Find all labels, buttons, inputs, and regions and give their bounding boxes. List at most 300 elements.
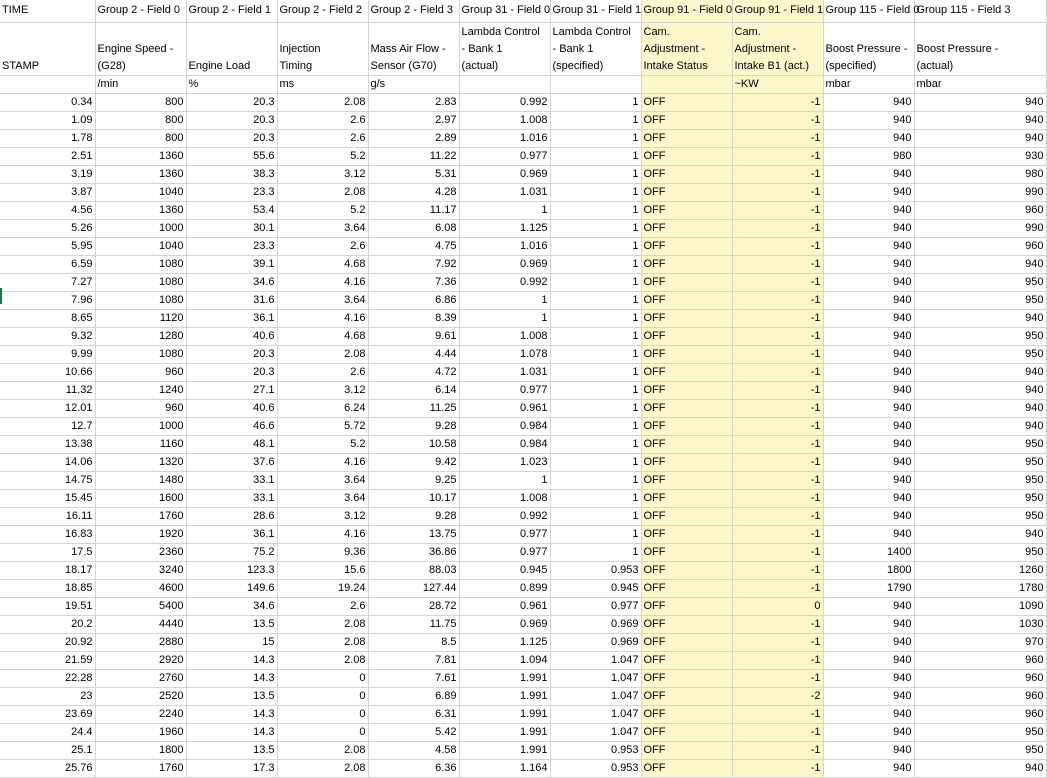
data-cell[interactable]: 940 bbox=[823, 471, 914, 489]
timestamp-cell[interactable]: 20.92 bbox=[0, 633, 95, 651]
data-cell[interactable]: 36.86 bbox=[368, 543, 459, 561]
data-cell[interactable]: 2.08 bbox=[277, 759, 368, 777]
data-cell[interactable]: 20.3 bbox=[186, 129, 277, 147]
data-cell[interactable]: 1240 bbox=[95, 381, 186, 399]
data-cell[interactable]: 4.16 bbox=[277, 525, 368, 543]
data-cell[interactable]: 5.31 bbox=[368, 165, 459, 183]
timestamp-cell[interactable]: 7.27 bbox=[0, 273, 95, 291]
data-cell[interactable]: 36.1 bbox=[186, 309, 277, 327]
data-cell[interactable]: -1 bbox=[732, 183, 823, 201]
data-cell[interactable]: 940 bbox=[823, 651, 914, 669]
data-cell[interactable]: OFF bbox=[641, 399, 732, 417]
data-cell[interactable]: 23.3 bbox=[186, 183, 277, 201]
data-cell[interactable]: 19.24 bbox=[277, 579, 368, 597]
data-cell[interactable]: 2.97 bbox=[368, 111, 459, 129]
data-cell[interactable]: -1 bbox=[732, 399, 823, 417]
data-cell[interactable]: 1 bbox=[550, 237, 641, 255]
data-cell[interactable]: OFF bbox=[641, 327, 732, 345]
data-cell[interactable]: 940 bbox=[823, 507, 914, 525]
data-cell[interactable]: 2.08 bbox=[277, 183, 368, 201]
data-cell[interactable]: 940 bbox=[914, 381, 1046, 399]
data-cell[interactable]: OFF bbox=[641, 237, 732, 255]
data-cell[interactable]: 0.961 bbox=[459, 597, 550, 615]
data-cell[interactable]: OFF bbox=[641, 291, 732, 309]
data-cell[interactable]: 1 bbox=[550, 345, 641, 363]
timestamp-cell[interactable]: 14.06 bbox=[0, 453, 95, 471]
data-cell[interactable]: -1 bbox=[732, 471, 823, 489]
timestamp-cell[interactable]: 1.78 bbox=[0, 129, 95, 147]
data-cell[interactable]: 940 bbox=[823, 453, 914, 471]
data-cell[interactable]: -1 bbox=[732, 93, 823, 111]
data-cell[interactable]: 1080 bbox=[95, 291, 186, 309]
data-cell[interactable]: OFF bbox=[641, 165, 732, 183]
data-cell[interactable]: 950 bbox=[914, 435, 1046, 453]
data-cell[interactable]: 75.2 bbox=[186, 543, 277, 561]
data-cell[interactable]: 2.08 bbox=[277, 741, 368, 759]
data-cell[interactable]: -1 bbox=[732, 165, 823, 183]
column-title-cell[interactable]: Group 2 - Field 1 bbox=[186, 0, 277, 22]
data-cell[interactable]: 960 bbox=[914, 705, 1046, 723]
data-cell[interactable]: 127.44 bbox=[368, 579, 459, 597]
data-cell[interactable]: 20.3 bbox=[186, 111, 277, 129]
data-cell[interactable]: 960 bbox=[95, 399, 186, 417]
column-title-cell[interactable]: Group 2 - Field 3 bbox=[368, 0, 459, 22]
data-cell[interactable]: OFF bbox=[641, 345, 732, 363]
data-cell[interactable]: 23.3 bbox=[186, 237, 277, 255]
data-cell[interactable]: 2880 bbox=[95, 633, 186, 651]
data-cell[interactable]: 0.977 bbox=[550, 597, 641, 615]
data-cell[interactable]: 11.25 bbox=[368, 399, 459, 417]
data-cell[interactable]: 5.2 bbox=[277, 435, 368, 453]
timestamp-cell[interactable]: 23 bbox=[0, 687, 95, 705]
data-cell[interactable]: 13.75 bbox=[368, 525, 459, 543]
data-cell[interactable]: 0.977 bbox=[459, 543, 550, 561]
data-cell[interactable]: 1790 bbox=[823, 579, 914, 597]
data-cell[interactable]: 9.28 bbox=[368, 417, 459, 435]
data-cell[interactable]: OFF bbox=[641, 633, 732, 651]
data-cell[interactable]: 1280 bbox=[95, 327, 186, 345]
data-cell[interactable]: 9.36 bbox=[277, 543, 368, 561]
data-cell[interactable]: 2.08 bbox=[277, 633, 368, 651]
data-cell[interactable]: 0 bbox=[277, 687, 368, 705]
data-cell[interactable]: 2360 bbox=[95, 543, 186, 561]
data-cell[interactable]: 5400 bbox=[95, 597, 186, 615]
data-cell[interactable]: 9.42 bbox=[368, 453, 459, 471]
data-cell[interactable]: OFF bbox=[641, 741, 732, 759]
data-cell[interactable]: 940 bbox=[914, 309, 1046, 327]
data-cell[interactable]: 40.6 bbox=[186, 399, 277, 417]
timestamp-cell[interactable]: 25.1 bbox=[0, 741, 95, 759]
data-cell[interactable]: -1 bbox=[732, 327, 823, 345]
data-cell[interactable]: 0.899 bbox=[459, 579, 550, 597]
data-cell[interactable]: 27.1 bbox=[186, 381, 277, 399]
data-cell[interactable]: 1.047 bbox=[550, 687, 641, 705]
unit-cell[interactable]: % bbox=[186, 75, 277, 93]
data-cell[interactable]: 940 bbox=[823, 291, 914, 309]
data-cell[interactable]: 1.047 bbox=[550, 723, 641, 741]
data-cell[interactable]: OFF bbox=[641, 255, 732, 273]
data-cell[interactable]: OFF bbox=[641, 723, 732, 741]
data-cell[interactable]: 940 bbox=[823, 363, 914, 381]
data-cell[interactable]: 6.31 bbox=[368, 705, 459, 723]
data-cell[interactable]: 46.6 bbox=[186, 417, 277, 435]
data-cell[interactable]: 0.977 bbox=[459, 525, 550, 543]
timestamp-cell[interactable]: 3.19 bbox=[0, 165, 95, 183]
data-cell[interactable]: 0.992 bbox=[459, 93, 550, 111]
data-cell[interactable]: 1160 bbox=[95, 435, 186, 453]
data-cell[interactable]: 10.17 bbox=[368, 489, 459, 507]
data-cell[interactable]: 2.6 bbox=[277, 129, 368, 147]
data-cell[interactable]: 990 bbox=[914, 219, 1046, 237]
data-cell[interactable]: OFF bbox=[641, 471, 732, 489]
data-cell[interactable]: OFF bbox=[641, 561, 732, 579]
data-cell[interactable]: 28.72 bbox=[368, 597, 459, 615]
data-cell[interactable]: 14.3 bbox=[186, 705, 277, 723]
data-cell[interactable]: 2520 bbox=[95, 687, 186, 705]
data-cell[interactable]: 5.2 bbox=[277, 147, 368, 165]
data-cell[interactable]: 1 bbox=[550, 489, 641, 507]
data-cell[interactable]: 940 bbox=[823, 165, 914, 183]
column-header-cell[interactable] bbox=[277, 22, 368, 75]
timestamp-cell[interactable]: 1.09 bbox=[0, 111, 95, 129]
data-cell[interactable]: 15.6 bbox=[277, 561, 368, 579]
data-cell[interactable]: 1000 bbox=[95, 219, 186, 237]
timestamp-cell[interactable]: 18.17 bbox=[0, 561, 95, 579]
data-cell[interactable]: 1.031 bbox=[459, 183, 550, 201]
data-cell[interactable]: 0.953 bbox=[550, 741, 641, 759]
data-cell[interactable]: 1 bbox=[459, 201, 550, 219]
data-cell[interactable]: 940 bbox=[823, 399, 914, 417]
data-cell[interactable]: 33.1 bbox=[186, 489, 277, 507]
data-cell[interactable]: -1 bbox=[732, 219, 823, 237]
data-cell[interactable]: 1.031 bbox=[459, 363, 550, 381]
data-cell[interactable]: 1080 bbox=[95, 255, 186, 273]
data-cell[interactable]: 1080 bbox=[95, 273, 186, 291]
data-cell[interactable]: OFF bbox=[641, 363, 732, 381]
data-cell[interactable]: 20.3 bbox=[186, 363, 277, 381]
data-cell[interactable]: 7.61 bbox=[368, 669, 459, 687]
data-cell[interactable]: 1.164 bbox=[459, 759, 550, 777]
data-cell[interactable]: -1 bbox=[732, 579, 823, 597]
data-cell[interactable]: 88.03 bbox=[368, 561, 459, 579]
data-cell[interactable]: 800 bbox=[95, 93, 186, 111]
data-cell[interactable]: -1 bbox=[732, 273, 823, 291]
data-cell[interactable]: -1 bbox=[732, 309, 823, 327]
column-header-cell[interactable] bbox=[186, 22, 277, 75]
data-cell[interactable]: 8.39 bbox=[368, 309, 459, 327]
data-cell[interactable]: 1040 bbox=[95, 183, 186, 201]
data-cell[interactable]: 1.991 bbox=[459, 741, 550, 759]
data-cell[interactable]: 0.969 bbox=[459, 165, 550, 183]
data-cell[interactable]: 1.023 bbox=[459, 453, 550, 471]
data-cell[interactable]: 2.08 bbox=[277, 651, 368, 669]
data-cell[interactable]: 1 bbox=[550, 399, 641, 417]
data-cell[interactable]: 3.64 bbox=[277, 489, 368, 507]
data-cell[interactable]: 4.16 bbox=[277, 309, 368, 327]
data-cell[interactable]: 940 bbox=[914, 255, 1046, 273]
data-cell[interactable]: 7.81 bbox=[368, 651, 459, 669]
data-cell[interactable]: OFF bbox=[641, 111, 732, 129]
timestamp-cell[interactable]: 16.11 bbox=[0, 507, 95, 525]
data-cell[interactable]: 17.3 bbox=[186, 759, 277, 777]
unit-cell[interactable] bbox=[0, 75, 95, 93]
data-cell[interactable]: 940 bbox=[914, 93, 1046, 111]
data-cell[interactable]: 950 bbox=[914, 453, 1046, 471]
data-cell[interactable]: 1 bbox=[550, 147, 641, 165]
data-cell[interactable]: -1 bbox=[732, 111, 823, 129]
timestamp-cell[interactable]: 4.56 bbox=[0, 201, 95, 219]
data-cell[interactable]: 53.4 bbox=[186, 201, 277, 219]
timestamp-cell[interactable]: 15.45 bbox=[0, 489, 95, 507]
data-cell[interactable]: 960 bbox=[914, 669, 1046, 687]
data-cell[interactable]: 3.64 bbox=[277, 219, 368, 237]
data-cell[interactable]: 1480 bbox=[95, 471, 186, 489]
data-cell[interactable]: OFF bbox=[641, 219, 732, 237]
data-cell[interactable]: 1 bbox=[550, 111, 641, 129]
data-cell[interactable]: 36.1 bbox=[186, 525, 277, 543]
data-cell[interactable]: 3.12 bbox=[277, 165, 368, 183]
data-cell[interactable]: 800 bbox=[95, 129, 186, 147]
column-title-cell[interactable]: Group 31 - Field 0 bbox=[459, 0, 550, 22]
data-cell[interactable]: 940 bbox=[823, 273, 914, 291]
data-cell[interactable]: 950 bbox=[914, 273, 1046, 291]
timestamp-cell[interactable]: 6.59 bbox=[0, 255, 95, 273]
data-cell[interactable]: 950 bbox=[914, 741, 1046, 759]
data-cell[interactable]: OFF bbox=[641, 669, 732, 687]
data-cell[interactable]: 950 bbox=[914, 291, 1046, 309]
data-cell[interactable]: OFF bbox=[641, 525, 732, 543]
data-cell[interactable]: 5.72 bbox=[277, 417, 368, 435]
data-cell[interactable]: 0.992 bbox=[459, 273, 550, 291]
data-cell[interactable]: -1 bbox=[732, 237, 823, 255]
data-cell[interactable]: 6.36 bbox=[368, 759, 459, 777]
data-cell[interactable]: OFF bbox=[641, 453, 732, 471]
data-cell[interactable]: 1000 bbox=[95, 417, 186, 435]
data-cell[interactable]: -2 bbox=[732, 687, 823, 705]
data-cell[interactable]: 10.58 bbox=[368, 435, 459, 453]
data-cell[interactable]: -1 bbox=[732, 561, 823, 579]
data-cell[interactable]: 2.6 bbox=[277, 111, 368, 129]
data-cell[interactable]: 40.6 bbox=[186, 327, 277, 345]
data-cell[interactable]: 960 bbox=[914, 201, 1046, 219]
data-cell[interactable]: -1 bbox=[732, 453, 823, 471]
data-cell[interactable]: 940 bbox=[823, 489, 914, 507]
data-cell[interactable]: 0 bbox=[277, 669, 368, 687]
data-cell[interactable]: -1 bbox=[732, 543, 823, 561]
data-cell[interactable]: 1.008 bbox=[459, 111, 550, 129]
data-cell[interactable]: -1 bbox=[732, 381, 823, 399]
data-cell[interactable]: 1600 bbox=[95, 489, 186, 507]
column-title-cell[interactable]: Group 2 - Field 2 bbox=[277, 0, 368, 22]
data-cell[interactable]: 1.008 bbox=[459, 489, 550, 507]
data-cell[interactable]: 930 bbox=[914, 147, 1046, 165]
data-cell[interactable]: -1 bbox=[732, 759, 823, 777]
data-cell[interactable]: 7.36 bbox=[368, 273, 459, 291]
data-cell[interactable]: 1 bbox=[550, 129, 641, 147]
timestamp-cell[interactable]: 0.34 bbox=[0, 93, 95, 111]
data-cell[interactable]: 8.5 bbox=[368, 633, 459, 651]
data-cell[interactable]: 980 bbox=[914, 165, 1046, 183]
data-cell[interactable]: 11.17 bbox=[368, 201, 459, 219]
data-cell[interactable]: 1 bbox=[459, 309, 550, 327]
data-cell[interactable]: 1090 bbox=[914, 597, 1046, 615]
data-cell[interactable]: 950 bbox=[914, 507, 1046, 525]
data-cell[interactable]: 940 bbox=[823, 345, 914, 363]
column-header-cell[interactable] bbox=[459, 22, 550, 75]
data-cell[interactable]: 940 bbox=[823, 201, 914, 219]
data-cell[interactable]: 1 bbox=[550, 219, 641, 237]
data-cell[interactable]: -1 bbox=[732, 255, 823, 273]
data-cell[interactable]: 980 bbox=[823, 147, 914, 165]
data-cell[interactable]: 2.89 bbox=[368, 129, 459, 147]
data-cell[interactable]: 7.92 bbox=[368, 255, 459, 273]
data-cell[interactable]: 30.1 bbox=[186, 219, 277, 237]
timestamp-cell[interactable]: 12.7 bbox=[0, 417, 95, 435]
data-cell[interactable]: 149.6 bbox=[186, 579, 277, 597]
data-cell[interactable]: 990 bbox=[914, 183, 1046, 201]
unit-cell[interactable] bbox=[459, 75, 550, 93]
data-cell[interactable]: -1 bbox=[732, 651, 823, 669]
data-cell[interactable]: 11.22 bbox=[368, 147, 459, 165]
data-cell[interactable]: 1 bbox=[550, 471, 641, 489]
data-cell[interactable]: 3.64 bbox=[277, 471, 368, 489]
data-cell[interactable]: 1760 bbox=[95, 507, 186, 525]
data-cell[interactable]: 1080 bbox=[95, 345, 186, 363]
data-cell[interactable]: 1.991 bbox=[459, 687, 550, 705]
data-cell[interactable]: -1 bbox=[732, 723, 823, 741]
data-cell[interactable]: 1030 bbox=[914, 615, 1046, 633]
unit-cell[interactable]: mbar bbox=[823, 75, 914, 93]
column-title-cell[interactable]: Group 91 - Field 1 bbox=[732, 0, 823, 22]
data-cell[interactable]: 6.14 bbox=[368, 381, 459, 399]
data-cell[interactable]: 1 bbox=[550, 417, 641, 435]
data-cell[interactable]: 1320 bbox=[95, 453, 186, 471]
timestamp-cell[interactable]: 24.4 bbox=[0, 723, 95, 741]
data-cell[interactable]: 0.984 bbox=[459, 417, 550, 435]
data-cell[interactable]: 37.6 bbox=[186, 453, 277, 471]
data-cell[interactable]: 940 bbox=[823, 219, 914, 237]
data-cell[interactable]: -1 bbox=[732, 201, 823, 219]
data-cell[interactable]: 1 bbox=[550, 165, 641, 183]
unit-cell[interactable]: ~KW bbox=[732, 75, 823, 93]
unit-cell[interactable]: ms bbox=[277, 75, 368, 93]
data-cell[interactable]: -1 bbox=[732, 507, 823, 525]
data-cell[interactable]: OFF bbox=[641, 147, 732, 165]
data-cell[interactable]: 4.28 bbox=[368, 183, 459, 201]
data-cell[interactable]: OFF bbox=[641, 705, 732, 723]
data-cell[interactable]: 940 bbox=[914, 399, 1046, 417]
data-cell[interactable]: 1.991 bbox=[459, 723, 550, 741]
data-cell[interactable]: 960 bbox=[914, 687, 1046, 705]
data-cell[interactable]: 960 bbox=[914, 651, 1046, 669]
data-cell[interactable]: 1 bbox=[550, 381, 641, 399]
data-cell[interactable]: 2.6 bbox=[277, 237, 368, 255]
data-cell[interactable]: 0.977 bbox=[459, 147, 550, 165]
data-cell[interactable]: 0.961 bbox=[459, 399, 550, 417]
data-cell[interactable]: 2240 bbox=[95, 705, 186, 723]
data-cell[interactable]: 34.6 bbox=[186, 597, 277, 615]
data-cell[interactable]: 0 bbox=[277, 705, 368, 723]
data-cell[interactable]: OFF bbox=[641, 273, 732, 291]
data-cell[interactable]: 940 bbox=[823, 183, 914, 201]
data-cell[interactable]: OFF bbox=[641, 543, 732, 561]
data-cell[interactable]: -1 bbox=[732, 489, 823, 507]
data-cell[interactable]: 3.12 bbox=[277, 507, 368, 525]
data-cell[interactable]: 9.28 bbox=[368, 507, 459, 525]
data-cell[interactable]: 1 bbox=[550, 309, 641, 327]
data-cell[interactable]: 1 bbox=[550, 273, 641, 291]
data-cell[interactable]: 13.5 bbox=[186, 615, 277, 633]
data-cell[interactable]: 950 bbox=[914, 471, 1046, 489]
data-cell[interactable]: 940 bbox=[914, 363, 1046, 381]
column-title-cell[interactable]: Group 115 - Field 0 bbox=[823, 0, 914, 22]
data-cell[interactable]: 1800 bbox=[823, 561, 914, 579]
data-cell[interactable]: 940 bbox=[823, 255, 914, 273]
data-cell[interactable]: OFF bbox=[641, 507, 732, 525]
data-cell[interactable]: 2.6 bbox=[277, 597, 368, 615]
data-cell[interactable]: 15 bbox=[186, 633, 277, 651]
unit-cell[interactable] bbox=[641, 75, 732, 93]
timestamp-cell[interactable]: 8.65 bbox=[0, 309, 95, 327]
data-cell[interactable]: 1.991 bbox=[459, 705, 550, 723]
data-cell[interactable]: -1 bbox=[732, 345, 823, 363]
data-cell[interactable]: 6.89 bbox=[368, 687, 459, 705]
data-cell[interactable]: 950 bbox=[914, 543, 1046, 561]
data-cell[interactable]: 3.64 bbox=[277, 291, 368, 309]
data-cell[interactable]: 0.969 bbox=[550, 633, 641, 651]
data-cell[interactable]: 1.125 bbox=[459, 633, 550, 651]
data-cell[interactable]: 1.016 bbox=[459, 129, 550, 147]
data-cell[interactable]: 1.047 bbox=[550, 651, 641, 669]
data-cell[interactable]: OFF bbox=[641, 579, 732, 597]
data-cell[interactable]: 1 bbox=[550, 363, 641, 381]
data-cell[interactable]: OFF bbox=[641, 759, 732, 777]
data-cell[interactable]: 14.3 bbox=[186, 669, 277, 687]
data-cell[interactable]: OFF bbox=[641, 615, 732, 633]
data-cell[interactable]: -1 bbox=[732, 417, 823, 435]
data-cell[interactable]: 950 bbox=[914, 327, 1046, 345]
data-cell[interactable]: 2.08 bbox=[277, 615, 368, 633]
data-cell[interactable]: 1 bbox=[550, 255, 641, 273]
data-cell[interactable]: 4.44 bbox=[368, 345, 459, 363]
data-cell[interactable]: 123.3 bbox=[186, 561, 277, 579]
data-cell[interactable]: 950 bbox=[914, 723, 1046, 741]
data-cell[interactable]: 1400 bbox=[823, 543, 914, 561]
data-cell[interactable]: 940 bbox=[823, 705, 914, 723]
data-cell[interactable]: 940 bbox=[823, 93, 914, 111]
data-cell[interactable]: 1.125 bbox=[459, 219, 550, 237]
data-cell[interactable]: 4.58 bbox=[368, 741, 459, 759]
column-title-cell[interactable]: TIME bbox=[0, 0, 95, 22]
data-cell[interactable]: 0.953 bbox=[550, 759, 641, 777]
data-cell[interactable]: 13.5 bbox=[186, 687, 277, 705]
data-cell[interactable]: 940 bbox=[823, 615, 914, 633]
data-cell[interactable]: 960 bbox=[95, 363, 186, 381]
data-cell[interactable]: OFF bbox=[641, 651, 732, 669]
data-cell[interactable]: 1.016 bbox=[459, 237, 550, 255]
timestamp-cell[interactable]: 19.51 bbox=[0, 597, 95, 615]
unit-cell[interactable]: g/s bbox=[368, 75, 459, 93]
data-cell[interactable]: OFF bbox=[641, 129, 732, 147]
data-cell[interactable]: 950 bbox=[914, 345, 1046, 363]
data-cell[interactable]: 1040 bbox=[95, 237, 186, 255]
column-title-cell[interactable]: Group 31 - Field 1 bbox=[550, 0, 641, 22]
timestamp-cell[interactable]: 11.32 bbox=[0, 381, 95, 399]
data-cell[interactable]: 1780 bbox=[914, 579, 1046, 597]
data-cell[interactable]: 31.6 bbox=[186, 291, 277, 309]
data-cell[interactable]: 0.969 bbox=[550, 615, 641, 633]
column-header-cell[interactable] bbox=[0, 22, 95, 75]
